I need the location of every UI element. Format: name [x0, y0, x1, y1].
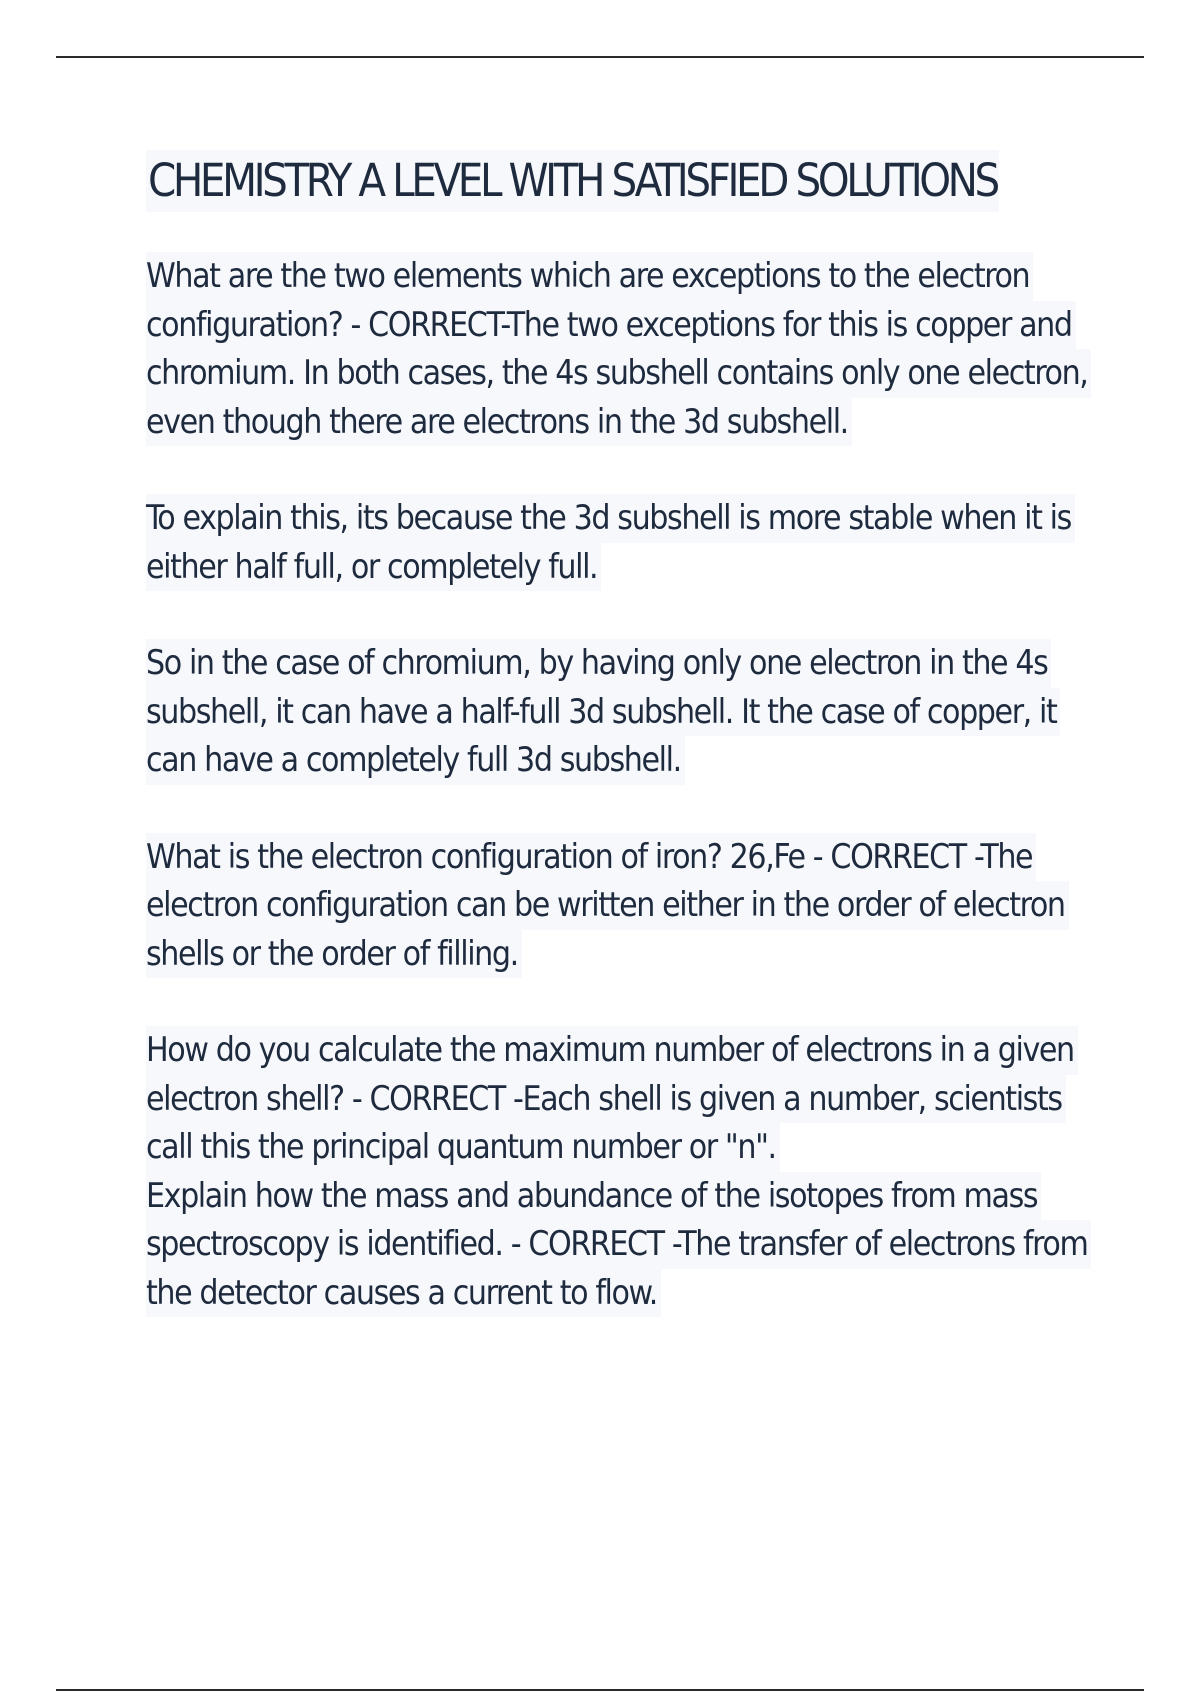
text-line: the detector causes a current to flow. [146, 1269, 661, 1318]
qa-paragraph-1 [146, 252, 1086, 446]
text-line: So in the case of chromium, by having only one electron in the 4s [146, 639, 1051, 688]
text-line: How do you calculate the maximum number of electrons in a given [146, 1026, 1078, 1075]
explanation-paragraph-2 [146, 639, 1086, 785]
qa-paragraph-2 [146, 833, 1086, 979]
text-line: What are the two elements which are exceptions to the electron [146, 252, 1033, 301]
text-line: Explain how the mass and abundance of the isotopes from mass [146, 1172, 1041, 1221]
qa-paragraph-3 [146, 1026, 1086, 1172]
text-line: even though there are electrons in the 3d subshell. [146, 398, 852, 447]
text-line: To explain this, its because the 3d subshell is more stable when it is [146, 494, 1075, 543]
text-line: configuration? - CORRECT-The two exceptions for this is copper and [146, 301, 1076, 350]
document-body [146, 150, 1086, 1317]
text-line: either half full, or completely full. [146, 543, 601, 592]
text-line: call this the principal quantum number or "n". [146, 1123, 780, 1172]
text-line: electron shell? - CORRECT -Each shell is given a number, scientists [146, 1075, 1066, 1124]
text-line: electron configuration can be written either in the order of electron [146, 881, 1069, 930]
text-line: subshell, it can have a half-full 3d subshell. It the case of copper, it [146, 688, 1060, 737]
bottom-rule [56, 1689, 1144, 1691]
text-line: chromium. In both cases, the 4s subshell contains only one electron, [146, 349, 1091, 398]
text-line: shells or the order of filling. [146, 930, 522, 979]
document-title: CHEMISTRY A LEVEL WITH SATISFIED SOLUTIONS [146, 150, 999, 212]
text-line: spectroscopy is identified. - CORRECT -The transfer of electrons from [146, 1220, 1091, 1269]
qa-paragraph-4 [146, 1172, 1086, 1318]
top-rule [56, 56, 1144, 58]
text-line: What is the electron configuration of iron? 26,Fe - CORRECT -The [146, 833, 1036, 882]
text-line: can have a completely full 3d subshell. [146, 736, 685, 785]
explanation-paragraph-1 [146, 494, 1086, 591]
